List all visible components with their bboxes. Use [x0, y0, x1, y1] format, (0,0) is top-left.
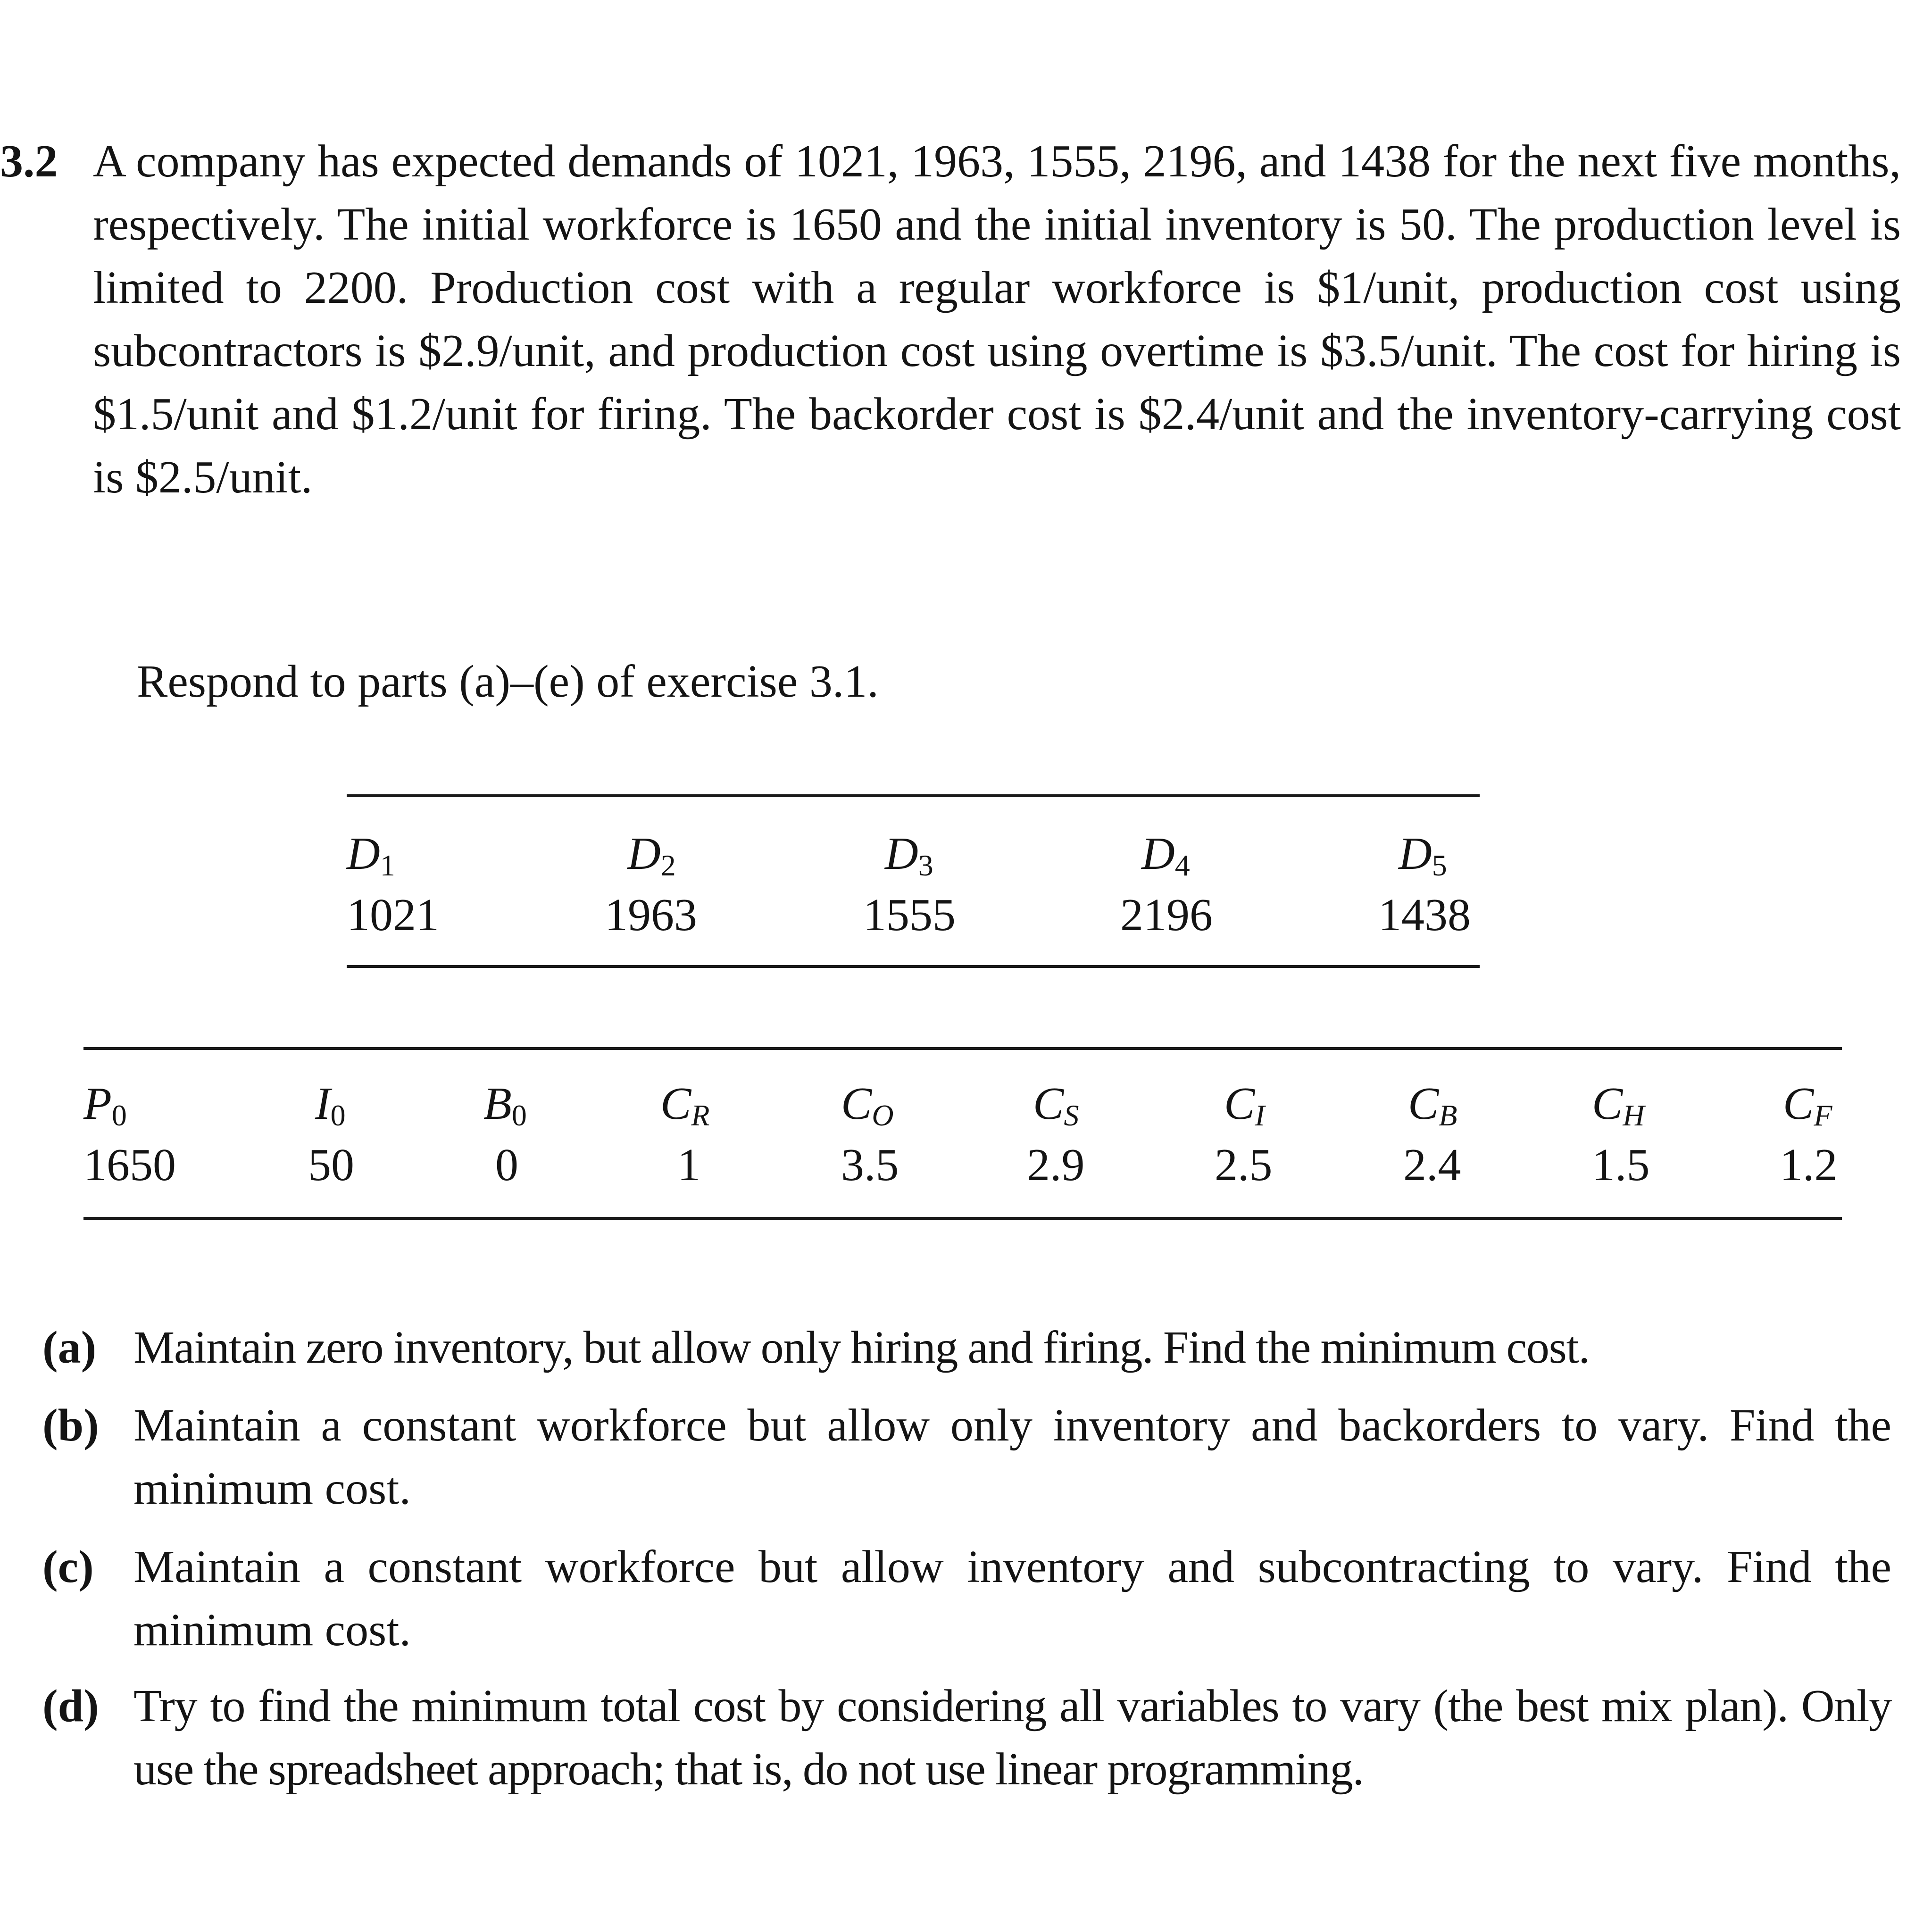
demand-header-4: $D_4$	[1141, 828, 1190, 882]
demand-header-2: $D_2$	[627, 828, 676, 882]
param-header-CI: $C_I$	[1224, 1078, 1265, 1132]
demand-header-5: $D_5$	[1399, 828, 1447, 882]
param-value-CS: 2.9	[1027, 1140, 1085, 1191]
param-header-CF: $C_F$	[1783, 1078, 1832, 1132]
param-value-CR: 1	[677, 1140, 700, 1191]
param-header-CS: $C_S$	[1033, 1078, 1079, 1132]
param-value-CH: 1.5	[1592, 1140, 1650, 1191]
demand-value-5: 1438	[1378, 890, 1471, 941]
part-c-label: (c)	[42, 1541, 94, 1592]
part-c	[0, 1535, 1891, 1662]
demand-value-1: 1021	[347, 890, 439, 941]
part-a-text: Maintain zero inventory, but allow only hiring and firing. Find the minimum cost.	[133, 1322, 1590, 1373]
part-d	[0, 1674, 1891, 1801]
param-header-P0: $P_0$	[83, 1078, 127, 1132]
demand-table-bottom-rule	[347, 965, 1480, 968]
demand-table-top-rule	[347, 794, 1480, 797]
parameter-table-top-rule	[83, 1047, 1842, 1050]
part-a-label: (a)	[42, 1322, 97, 1373]
demand-header-3: $D_3$	[885, 828, 933, 882]
part-c-text: Maintain a constant workforce but allow inventory and subcontracting to vary. Find the minimum cost.	[133, 1541, 1891, 1656]
demand-value-2: 1963	[605, 890, 697, 941]
param-header-I0: $I_0$	[315, 1078, 346, 1132]
param-header-B0: $B_0$	[483, 1078, 527, 1132]
part-b-text: Maintain a constant workforce but allow only inventory and backorders to vary. Find the minimum cost.	[133, 1400, 1891, 1514]
param-header-CB: $C_B$	[1408, 1078, 1457, 1132]
demand-value-4: 2196	[1120, 890, 1213, 941]
part-b-label: (b)	[42, 1400, 99, 1451]
param-value-CI: 2.5	[1215, 1140, 1273, 1191]
param-value-CO: 3.5	[841, 1140, 899, 1191]
param-value-CB: 2.4	[1403, 1140, 1461, 1191]
demand-value-3: 1555	[863, 890, 956, 941]
instruction-text: Respond to parts (a)–(e) of exercise 3.1.	[137, 656, 879, 707]
param-value-P0: 1650	[83, 1140, 176, 1191]
param-value-CF: 1.2	[1780, 1140, 1838, 1191]
part-b	[0, 1394, 1891, 1520]
param-header-CO: $C_O$	[841, 1078, 894, 1132]
part-d-label: (d)	[42, 1681, 99, 1732]
param-value-I0: 50	[308, 1140, 354, 1191]
param-value-B0: 0	[495, 1140, 518, 1191]
problem-text: A company has expected demands of 1021, 1963, 1555, 2196, and 1438 for the next five months, respectively. The initial workforce is 1650 and the initial inventory is 50. The production level is limited to 2200. Production cost with a regular workforce is $1/unit, production cost using subcontractors is $2.9/unit, and production cost using overtime is $3.5/unit. The cost for hiring is $1.5/unit and $1.2/unit for firing. The backorder cost is $2.4/unit and the inventory-carrying cost is $2.5/unit.	[93, 136, 1901, 503]
param-header-CH: $C_H$	[1592, 1078, 1645, 1132]
problem-number: 3.2	[0, 136, 58, 187]
parameter-table-bottom-rule	[83, 1217, 1842, 1220]
param-header-CR: $C_R$	[660, 1078, 710, 1132]
part-a	[0, 1316, 1891, 1379]
problem-statement	[0, 130, 1901, 509]
part-d-text: Try to find the minimum total cost by considering all variables to vary (the best mix plan). Only use the spreadsheet approach; that is, do not use linear programming.	[133, 1681, 1891, 1795]
demand-header-1: $D_1$	[347, 828, 395, 882]
